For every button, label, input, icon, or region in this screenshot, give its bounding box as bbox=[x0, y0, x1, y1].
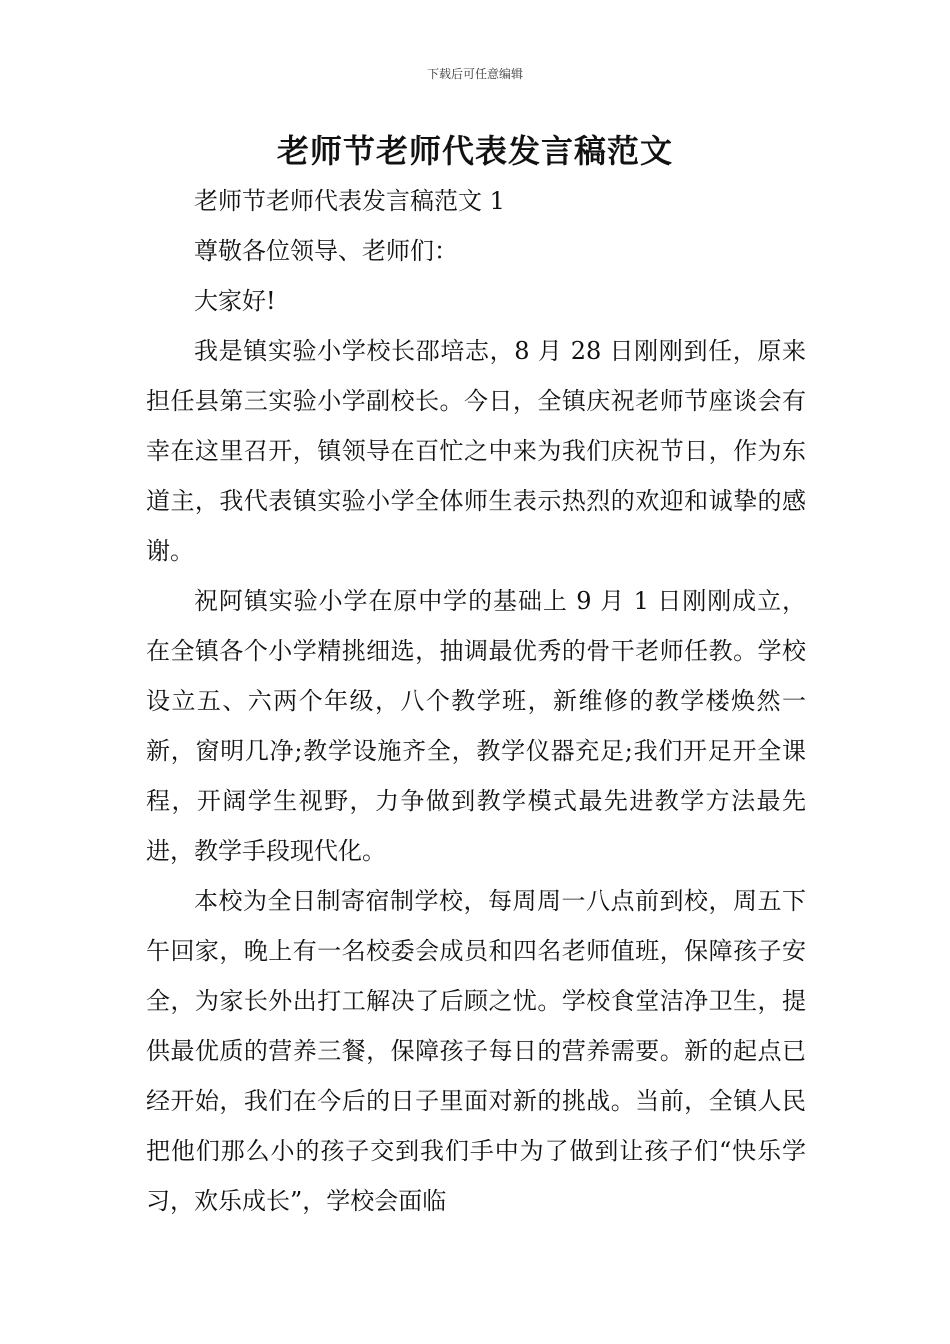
greeting-paragraph: 大家好! bbox=[194, 287, 276, 315]
document-title: 老师节老师代表发言稿范文 bbox=[276, 132, 673, 170]
body-paragraph-school: 祝阿镇实验小学在原中学的基础上 9 月 1 日刚刚成立，在全镇各个小学精挑细选，抽调最优秀的骨干老师任教。学校设立五、六两个年级，八个教学班，新维修的教学楼焕然一新，窗明几净;教学设施齐全，教学仪器充足;我们开足开全课程，开阔学生视野，力争做到教学模式最先进教学方法最先进，教学手段现代化。 bbox=[146, 587, 806, 865]
body-paragraph-boarding: 本校为全日制寄宿制学校，每周周一八点前到校，周五下午回家，晚上有一名校委会成员和四名老师值班，保障孩子安全，为家长外出打工解决了后顾之忧。学校食堂洁净卫生，提供最优质的营养三餐，保障孩子每日的营养需要。新的起点已经开始，我们在今后的日子里面对新的挑战。当前，全镇人民把他们那么小的孩子交到我们手中为了做到让孩子们“快乐学习，欢乐成长”，学校会面临 bbox=[146, 887, 806, 1215]
salutation-paragraph: 尊敬各位领导、老师们： bbox=[194, 237, 458, 265]
body-paragraph-intro: 我是镇实验小学校长邵培志，8 月 28 日刚刚到任，原来担任县第三实验小学副校长。今日，全镇庆祝老师节座谈会有幸在这里召开，镇领导在百忙之中来为我们庆祝节日，作为东道主，我代表镇实验小学全体师生表示热烈的欢迎和诚挚的感谢。 bbox=[146, 337, 806, 565]
header-note: 下载后可任意编辑 bbox=[426, 67, 523, 81]
subtitle-paragraph: 老师节老师代表发言稿范文 1 bbox=[194, 187, 505, 215]
document-body bbox=[146, 176, 806, 1226]
